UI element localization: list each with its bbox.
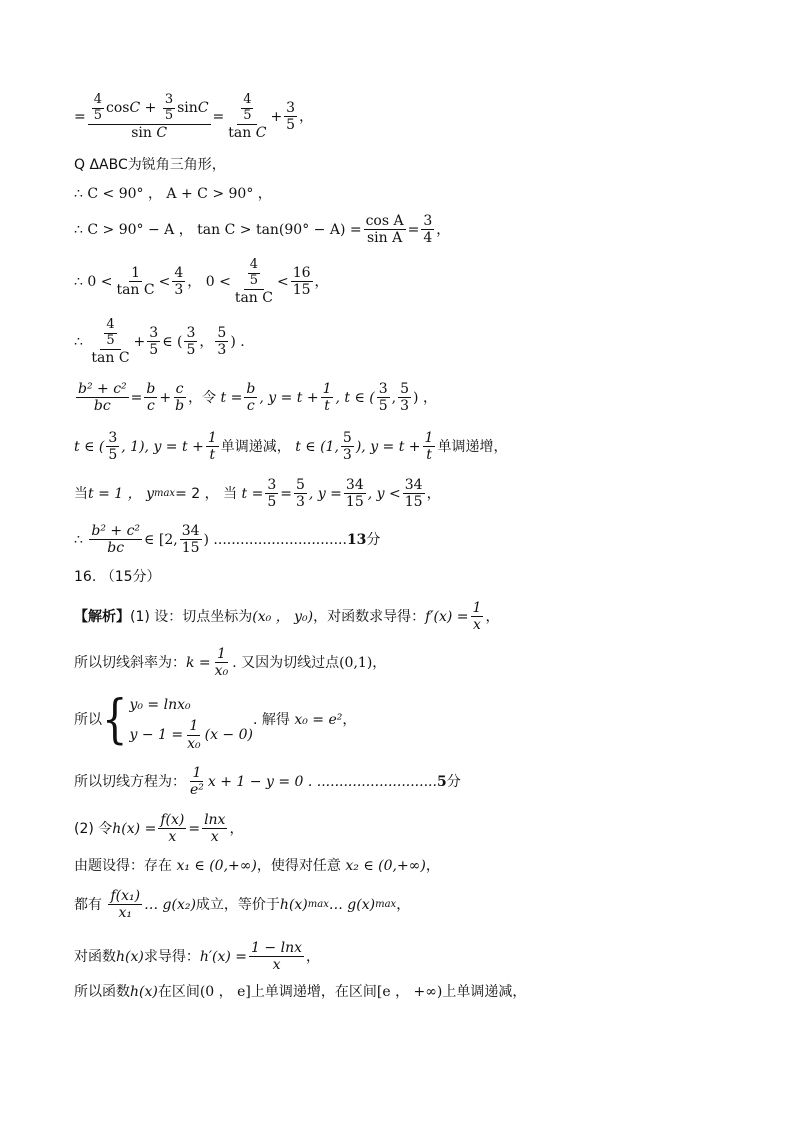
n: 16	[292, 265, 311, 282]
max-sub: max	[307, 898, 329, 910]
score: 5	[436, 773, 447, 790]
d: 3	[342, 447, 352, 464]
d: 5	[286, 117, 296, 134]
system-row-2	[129, 720, 253, 750]
frac-cosa-sina	[364, 213, 406, 246]
text: . 又因为切线过点	[232, 654, 340, 671]
text: ∴	[74, 333, 83, 350]
max-sub: max	[153, 487, 176, 499]
d: c	[246, 398, 255, 415]
n: 5	[296, 477, 305, 493]
row: y₀ = lnx₀	[129, 696, 191, 713]
d: e²	[190, 782, 204, 799]
frac-b2c2-bc	[76, 381, 129, 414]
end: ) ，	[413, 389, 437, 406]
eq-line-6	[74, 318, 245, 366]
frac-1-x0	[185, 718, 203, 751]
n: 4	[106, 317, 115, 332]
eq-line-19	[74, 940, 320, 973]
n: 34	[404, 477, 423, 493]
text: Q ΔABC为锐角三角形，	[74, 157, 226, 173]
frac-1-t	[321, 381, 334, 414]
fen: 分	[366, 531, 381, 548]
frac-5-3	[398, 381, 411, 414]
equation-system	[129, 690, 253, 750]
eq-line-3	[74, 186, 272, 202]
dang: 当	[74, 485, 88, 502]
n: 1	[216, 646, 226, 662]
lt: <	[158, 273, 171, 290]
equals: =	[74, 108, 86, 125]
n: 1	[189, 718, 199, 735]
comma: ，	[299, 108, 314, 125]
n: 3	[423, 213, 433, 229]
end: ) .	[230, 333, 245, 350]
denominator: tan C	[234, 289, 273, 306]
frac-fx1-x1	[108, 888, 142, 921]
y-eq: , y = t +	[259, 389, 319, 406]
frac-1-x0	[213, 646, 231, 679]
dots: ) ..............................	[203, 531, 347, 548]
n: 1	[322, 381, 332, 397]
n: 1	[472, 600, 482, 616]
text: , 1), y = t +	[121, 438, 204, 455]
frac-34-15	[180, 523, 202, 556]
d: bc	[107, 540, 125, 557]
eq-line-2	[74, 157, 226, 173]
equals: =	[407, 221, 420, 238]
n: 1	[192, 765, 202, 781]
numerator	[100, 318, 120, 350]
d: 5	[186, 342, 196, 359]
n: b	[246, 381, 256, 397]
interval: [e ， +∞)	[376, 984, 443, 1000]
derivative: f′(x) =	[425, 608, 469, 625]
d: t	[426, 447, 432, 464]
eq-line-4	[74, 213, 450, 246]
eq-line-20	[74, 984, 526, 1000]
var-c: C	[197, 100, 209, 117]
text: , y =	[308, 485, 342, 502]
frac-5-3	[215, 325, 228, 358]
n: 3	[164, 92, 174, 107]
frac-3-5	[106, 430, 119, 463]
text: 都有	[74, 896, 102, 913]
eq-line-1	[74, 93, 313, 141]
text: ∴ C < 90° ， A + C > 90° ，	[74, 186, 272, 202]
frac-4-5	[248, 258, 260, 289]
text: ， 0 <	[187, 273, 231, 290]
d: 3	[296, 494, 305, 511]
big-fraction	[88, 93, 211, 141]
frac-1-t	[423, 430, 436, 463]
plus: +	[159, 389, 172, 406]
d: x	[272, 957, 281, 974]
text: t ∈ (	[74, 438, 105, 455]
d: 5	[164, 107, 174, 123]
comma: ，	[396, 896, 411, 913]
var-c: C	[156, 124, 168, 141]
comma: ，	[305, 948, 320, 965]
text: t ∈ (1,	[295, 438, 339, 455]
text: = 2 ， 当	[175, 485, 238, 502]
d: 5	[106, 332, 115, 348]
d: b	[175, 398, 185, 415]
n: b	[146, 381, 156, 397]
n: 1	[131, 265, 140, 282]
text: 由题设得：存在	[74, 858, 172, 874]
text: =	[280, 485, 292, 502]
n: 1 − lnx	[251, 940, 302, 956]
text: h(x)	[279, 896, 308, 913]
score: 13	[346, 531, 367, 548]
frac-16-15	[291, 265, 313, 298]
n: 4	[174, 265, 184, 282]
d: 4	[423, 230, 433, 247]
n: 34	[345, 477, 364, 493]
d: t	[209, 447, 216, 464]
denominator: tan C	[91, 349, 130, 366]
plus: +	[133, 333, 146, 350]
system-row-1	[129, 690, 253, 720]
frac-3-5	[265, 477, 278, 510]
plus: +	[270, 108, 283, 125]
fen: 分	[446, 773, 461, 790]
text: x + 1 − y = 0 . ...........................	[207, 773, 437, 790]
text: t =	[241, 485, 264, 502]
n: 3	[186, 325, 196, 342]
text: t = 1 ， y	[88, 485, 154, 502]
comma: ，	[372, 654, 387, 671]
solution: x₀ = e²	[294, 711, 343, 728]
frac-lnx-x	[202, 812, 227, 845]
n: 3	[286, 100, 296, 117]
numerator	[88, 93, 211, 125]
frac-3-5	[184, 325, 197, 358]
text: , y <	[367, 485, 401, 502]
d: 15	[345, 494, 364, 511]
text: ∴ 0 <	[74, 273, 113, 290]
frac-5-3	[341, 430, 354, 463]
n: 34	[181, 523, 200, 539]
question-heading	[74, 569, 161, 585]
n: c	[175, 381, 184, 397]
text: 所以切线斜率为：	[74, 654, 186, 671]
d: 3	[217, 342, 227, 359]
eq-line-5	[74, 258, 329, 306]
n: 4	[249, 257, 259, 272]
cos: cos	[106, 100, 130, 117]
comma: ，	[425, 858, 440, 874]
frac-4-5	[104, 318, 116, 349]
equals: =	[188, 820, 201, 837]
n: f(x₁)	[110, 888, 141, 904]
d: 5	[249, 272, 259, 288]
d: sin A	[366, 230, 403, 247]
frac-3-5	[163, 93, 175, 124]
h-eq: h(x) =	[112, 820, 157, 837]
text: 上单调递增，在区间	[250, 984, 377, 1000]
left-brace: {	[102, 690, 128, 750]
equals: =	[130, 389, 143, 406]
d: 3	[400, 398, 410, 415]
t-in: , t ∈ (	[335, 389, 375, 406]
d: 5	[149, 342, 159, 359]
d: x₀	[187, 735, 201, 752]
comma: ，	[229, 820, 244, 837]
n: 1	[207, 430, 217, 446]
text: h(x)	[116, 948, 144, 965]
text: ，使得对任意	[256, 858, 341, 874]
d: x	[210, 829, 219, 846]
var-c: C	[129, 100, 141, 117]
text: … g(x₂)	[144, 896, 196, 913]
n: f(x)	[160, 812, 185, 828]
n: 3	[149, 325, 159, 342]
n: 3	[267, 477, 277, 493]
in: ∈ (	[162, 333, 183, 350]
n: lnx	[204, 812, 226, 828]
text: 求导得：	[143, 948, 200, 965]
d: 15	[181, 540, 200, 557]
n: b² + c²	[78, 381, 127, 397]
text: 在区间	[157, 984, 200, 1000]
d: bc	[93, 398, 111, 415]
therefore: ∴	[74, 531, 83, 548]
eq-line-18	[74, 888, 410, 921]
t-eq: t =	[220, 389, 243, 406]
interval: (0 ， e]	[199, 984, 251, 1000]
d: 5	[93, 107, 103, 123]
d: 15	[292, 282, 311, 299]
comma: ，	[485, 608, 500, 625]
n: 3	[378, 381, 388, 397]
frac-4-5	[92, 93, 104, 124]
frac-fx-x	[158, 812, 186, 845]
d: 5	[378, 398, 388, 415]
point: (0,1)	[339, 654, 373, 671]
frac-1mlnx-x	[249, 940, 304, 973]
decreasing: 单调递减，	[220, 438, 291, 455]
numerator	[237, 93, 257, 125]
comma: ，	[342, 711, 357, 728]
x1-range: x₁ ∈ (0,+∞)	[176, 858, 257, 874]
analysis-label: 【解析】	[74, 608, 130, 625]
d: 5	[267, 494, 277, 511]
frac-4-5	[241, 93, 253, 124]
increasing: 单调递增，	[437, 438, 508, 455]
eq-line-16	[74, 812, 243, 845]
frac-45-tanc	[226, 93, 268, 141]
eq-line-14	[74, 690, 356, 750]
sin: sin	[131, 124, 152, 141]
sin: sin	[177, 100, 198, 117]
lt: <	[276, 273, 289, 290]
d: t	[324, 398, 330, 415]
frac-45-tanc	[233, 258, 275, 306]
n: 3	[108, 430, 118, 446]
d: 15	[404, 494, 423, 511]
denominator	[226, 125, 268, 141]
n: 5	[217, 325, 227, 342]
row: (x − 0)	[204, 726, 253, 743]
n: 4	[93, 92, 103, 107]
frac-b-c	[244, 381, 257, 414]
frac-3-5	[377, 381, 390, 414]
ling: ，令	[188, 389, 217, 406]
frac-b-c	[144, 381, 157, 414]
denominator	[129, 125, 169, 141]
text: ∈ [2,	[144, 531, 178, 548]
frac-3-4	[421, 213, 434, 246]
comma: ，	[436, 221, 451, 238]
text: 所以	[74, 711, 102, 728]
frac-34-15	[403, 477, 425, 510]
n: 4	[243, 92, 252, 107]
text: (2) 令	[74, 820, 113, 837]
max-sub: max	[375, 898, 397, 910]
d: x₁	[118, 905, 133, 922]
d: 3	[174, 282, 184, 299]
eq-line-7: $\frac{\text{b² + c²}}{bc}$ = $\frac{b}{c}$ + $\frac{c}{b}$ ，令 t = $\frac{b}{c}$ , y = t + $\frac{1}{t}$ , t ∈ ( $\frac{3}{5}$ , $\frac{5}{3}$ ) ，	[78, 381, 437, 415]
d: x₀	[214, 663, 229, 680]
d: x	[168, 829, 177, 846]
eq-line-15	[74, 765, 461, 798]
frac-3-5	[284, 100, 297, 133]
frac-4-3	[172, 265, 185, 298]
frac-b2c2-bc	[89, 523, 142, 556]
d: 5	[243, 107, 252, 123]
n: 1	[424, 430, 434, 446]
eq-line-9	[74, 477, 441, 510]
row: y − 1 =	[129, 726, 184, 743]
plus: +	[144, 100, 157, 117]
n: 5	[342, 430, 352, 446]
text: 16. （15分）	[74, 569, 161, 585]
text: ，对函数求导得：	[313, 608, 426, 625]
frac-34-15	[344, 477, 366, 510]
eq-line-10	[74, 523, 380, 556]
text: h′(x) =	[199, 948, 248, 965]
n: cos A	[365, 213, 404, 229]
text: ), y = t +	[355, 438, 421, 455]
d: c	[146, 398, 155, 415]
n: 5	[400, 381, 410, 397]
d: 5	[108, 447, 118, 464]
text: 成立，等价于	[195, 896, 280, 913]
eq-line-8	[74, 430, 507, 463]
d: x	[473, 617, 481, 634]
frac-1-t	[206, 430, 219, 463]
text: . 解得	[252, 711, 290, 728]
frac-5-3	[294, 477, 307, 510]
point: (x₀ ， y₀)	[252, 608, 314, 625]
text: (1) 设：切点坐标为	[130, 608, 253, 625]
tan: tan	[228, 124, 252, 141]
frac-c-b	[173, 381, 186, 414]
frac-3-5	[147, 325, 160, 358]
frac-45-tanc	[89, 318, 131, 366]
frac-1-e2	[188, 765, 206, 798]
text: 所以函数	[74, 984, 130, 1000]
eq-line-12	[74, 600, 499, 633]
text: ∴ C > 90° − A ， tan C > tan(90° − A) =	[74, 221, 362, 238]
d: tan C	[116, 282, 155, 299]
frac-1-x	[471, 600, 484, 633]
comma: ，	[199, 333, 214, 350]
k-eq: k =	[186, 654, 211, 671]
comma: ，	[314, 273, 329, 290]
eq-line-13	[74, 646, 386, 679]
equals: =	[212, 108, 225, 125]
eq-line-17	[74, 858, 440, 874]
text: 上单调递减，	[442, 984, 527, 1000]
text: 所以切线方程为：	[74, 773, 186, 790]
text: … g(x)	[328, 896, 376, 913]
n: b² + c²	[91, 523, 141, 539]
text: h(x)	[130, 984, 158, 1000]
text: 对函数	[74, 948, 116, 965]
var-c: C	[255, 124, 267, 141]
frac-1-tanc	[114, 265, 156, 298]
numerator	[244, 258, 264, 290]
x2-range: x₂ ∈ (0,+∞)	[345, 858, 426, 874]
comma: ，	[426, 485, 441, 502]
